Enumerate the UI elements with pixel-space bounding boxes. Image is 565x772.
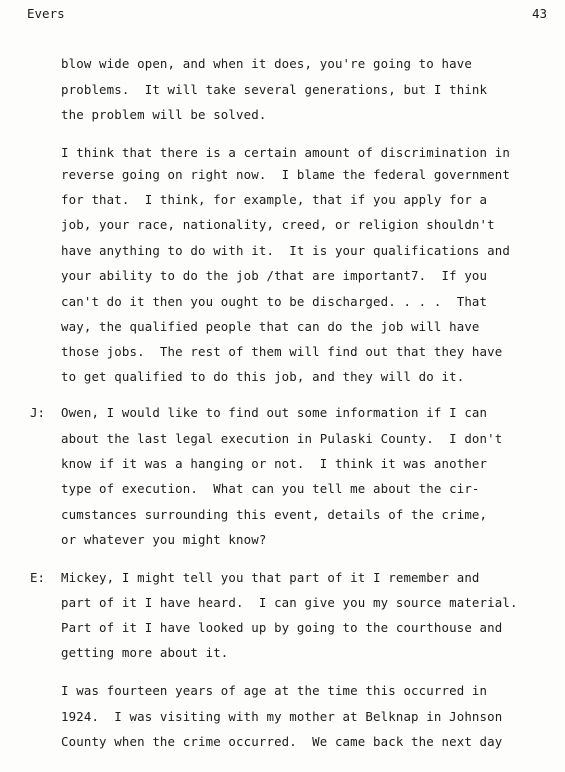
text-line: to get qualified to do this job, and they will do it. [61, 369, 465, 384]
speaker-label: E: [30, 570, 45, 585]
text-line: Mickey, I might tell you that part of it I remember and [61, 570, 480, 585]
text-line: about the last legal execution in Pulaski County. I don't [61, 431, 503, 446]
text-line: County when the crime occurred. We came back the next day [61, 734, 503, 749]
text-line: or whatever you might know? [61, 532, 267, 547]
text-line: problems. It will take several generations, but I think [61, 82, 488, 97]
text-line: cumstances surrounding this event, details of the crime, [61, 507, 488, 522]
text-line: getting more about it. [61, 645, 229, 660]
text-line: I was fourteen years of age at the time this occurred in [61, 683, 488, 698]
page-number: 43 [531, 6, 547, 21]
text-line: the problem will be solved. [61, 107, 267, 122]
speaker-label: J: [30, 405, 45, 420]
text-line: for that. I think, for example, that if you apply for a [61, 192, 488, 207]
text-line: type of execution. What can you tell me about the cir- [61, 481, 480, 496]
text-line: can't do it then you ought to be discharged. . . . That [61, 294, 488, 309]
text-line: job, your race, nationality, creed, or religion shouldn't [61, 217, 495, 232]
text-line: part of it I have heard. I can give you my source material. [61, 595, 518, 610]
text-line: your ability to do the job /that are important7. If you [61, 268, 488, 283]
text-line: know if it was a hanging or not. I think it was another [61, 456, 488, 471]
text-line: those jobs. The rest of them will find out that they have [61, 344, 503, 359]
text-line: way, the qualified people that can do the job will have [61, 319, 480, 334]
text-line: have anything to do with it. It is your qualifications and [61, 243, 510, 258]
text-line: blow wide open, and when it does, you're going to have [61, 56, 472, 71]
text-line: I think that there is a certain amount of discrimination in [61, 145, 510, 160]
text-line: reverse going on right now. I blame the federal government [61, 167, 510, 182]
text-line: Owen, I would like to find out some information if I can [61, 405, 488, 420]
text-line: Part of it I have looked up by going to the courthouse and [61, 620, 503, 635]
running-header-name: Evers [27, 6, 65, 21]
text-line: 1924. I was visiting with my mother at Belknap in Johnson [61, 709, 503, 724]
